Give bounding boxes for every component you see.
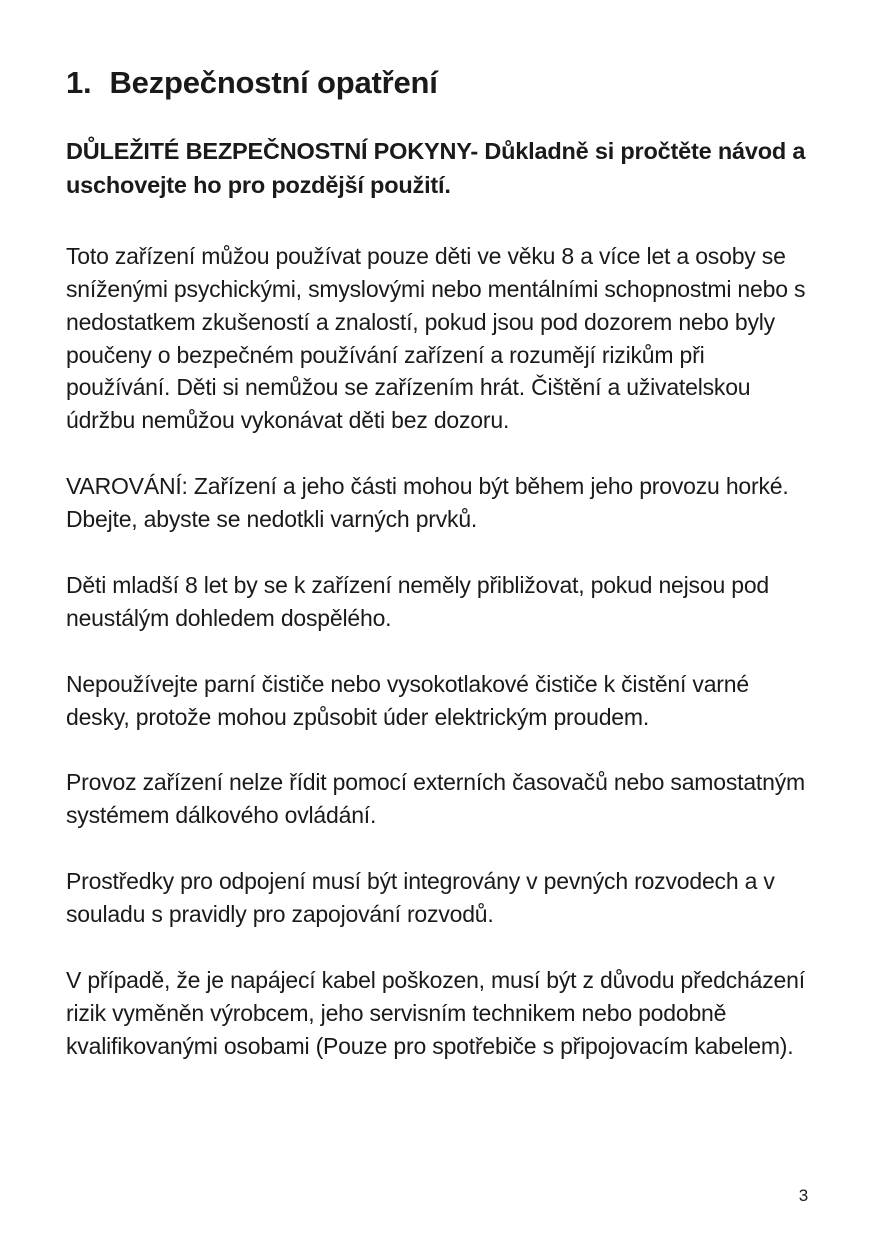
paragraph-age-restrictions: Toto zařízení můžou používat pouze děti ve věku 8 a více let a osoby se sníženými psychickými, smyslovými nebo mentálními schopnostmi nebo s nedostatkem zkušeností a znalostí, pokud jsou pod dozorem nebo byly poučeny o bezpečném používání zařízení a rozumějí rizikům při používání. Děti si nemůžou se zařízením hrát. Čištění a uživatelskou údržbu nemůžou vykonávat děti bez dozoru. xyxy=(66,242,806,434)
paragraph-disconnection-means: Prostředky pro odpojení musí být integrovány v pevných rozvodech a v souladu s pravidly pro zapojování rozvodů. xyxy=(66,868,775,928)
paragraph-warning-hot-parts: VAROVÁNÍ: Zařízení a jeho části mohou být během jeho provozu horké. Dbejte, abyste se nedotkli varných prvků. xyxy=(66,473,789,533)
paragraph-children-under-8: Děti mladší 8 let by se k zařízení neměly přibližovat, pokud nejsou pod neustálým dohledem dospělého. xyxy=(66,571,770,631)
section-number: 1. xyxy=(66,65,92,100)
section-title: Bezpečnostní opatření xyxy=(109,65,438,100)
paragraph-external-timers: Provoz zařízení nelze řídit pomocí externích časovačů nebo samostatným systémem dálkového ovládání. xyxy=(66,769,805,829)
section-heading xyxy=(66,64,808,101)
paragraph-damaged-cable: V případě, že je napájecí kabel poškozen, musí být z důvodu předcházení rizik vyměněn výrobcem, jeho servisním technikem nebo podobně kvalifikovanými osobami (Pouze pro spotřebiče s připojovacím kabelem). xyxy=(66,966,805,1059)
paragraph-steam-cleaners: Nepoužívejte parní čističe nebo vysokotlakové čističe k čistění varné desky, protože mohou způsobit úder elektrickým proudem. xyxy=(66,670,749,730)
body-text xyxy=(66,240,808,1063)
page-number: 3 xyxy=(798,1186,808,1205)
important-safety-note: DŮLEŽITÉ BEZPEČNOSTNÍ POKYNY- Důkladně si pročtěte návod a uschovejte ho pro pozdější použití. xyxy=(66,138,806,198)
